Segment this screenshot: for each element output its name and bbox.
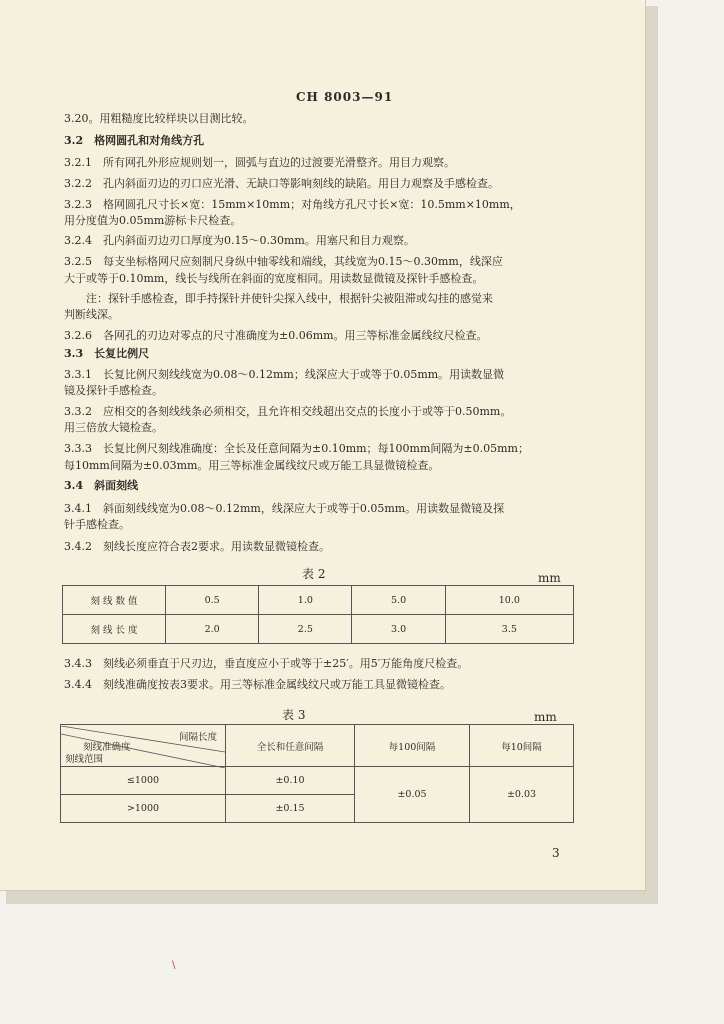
row-label: 刻 线 数 值 xyxy=(63,586,166,615)
text-line: 大于或等于0.10mm，线长与线所在斜面的宽度相同。用读数显微镜及探针手感检查。 xyxy=(64,272,484,285)
text-line: 镜及探针手感检查。 xyxy=(64,384,163,397)
column-header: 每100间隔 xyxy=(355,725,470,767)
table2-caption: 表 2 xyxy=(302,567,326,581)
text-line: 用三倍放大镜检查。 xyxy=(64,421,163,434)
range-cell: ≤1000 xyxy=(61,767,226,795)
text-line: 3.4.3 刻线必须垂直于尺刃边，垂直度应小于或等于±25′。用5′万能角度尺检查。 xyxy=(64,657,469,670)
text-line: 判断线深。 xyxy=(64,308,119,321)
table-cell: ±0.10 xyxy=(226,767,355,795)
text-line: 3.2.1 所有网孔外形应规则划一，圆弧与直边的过渡要光滑整齐。用目力观察。 xyxy=(64,156,455,169)
column-header: 全长和任意间隔 xyxy=(226,725,355,767)
column-header: 每10间隔 xyxy=(470,725,574,767)
text-line: 3.2.6 各网孔的刃边对零点的尺寸准确度为±0.06mm。用三等标准金属线纹尺检查。 xyxy=(64,329,488,342)
note-line: 注：探针手感检查，即手持探针并使针尖探入线中，根据针尖被阻滞或勾挂的感觉来 xyxy=(86,292,493,305)
table-cell: 1.0 xyxy=(259,586,352,615)
standard-header: CH 8003—91 xyxy=(296,90,394,104)
table-cell: 0.5 xyxy=(166,586,259,615)
text-line: 3.2.3 格网圆孔尺寸长×宽：15mm×10mm；对角线方孔尺寸长×宽：10.5mm×10mm， xyxy=(64,198,521,211)
table-cell: ±0.03 xyxy=(470,767,574,823)
text-line: 针手感检查。 xyxy=(64,518,130,531)
table2-unit: mm xyxy=(538,571,561,585)
header-interval-length: 间隔长度 xyxy=(178,731,217,743)
table-cell: ±0.05 xyxy=(355,767,470,823)
text-line: 3.2.2 孔内斜面刃边的刃口应光滑、无缺口等影响刻线的缺陷。用目力观察及手感检查。 xyxy=(64,177,499,190)
table-cell: 10.0 xyxy=(445,586,573,615)
section-heading: 3.3 长复比例尺 xyxy=(64,347,150,360)
text-line: 每10mm间隔为±0.03mm。用三等标准金属线纹尺或万能工具显微镜检查。 xyxy=(64,459,440,472)
table-cell: 3.5 xyxy=(445,615,573,644)
text-line: 用分度值为0.05mm游标卡尺检查。 xyxy=(64,214,242,227)
table-cell: 5.0 xyxy=(352,586,445,615)
table-header-row xyxy=(61,725,574,767)
header-range: 刻线范围 xyxy=(65,753,104,765)
table-row xyxy=(61,767,574,795)
table3-caption: 表 3 xyxy=(282,708,306,722)
table-cell: 3.0 xyxy=(352,615,445,644)
range-cell: >1000 xyxy=(61,795,226,823)
table3-unit: mm xyxy=(534,710,557,724)
table-cell: 2.0 xyxy=(166,615,259,644)
text-line: 3.20。用粗糙度比较样块以目测比较。 xyxy=(64,112,254,125)
table-2 xyxy=(62,585,574,644)
table-row xyxy=(63,586,574,615)
header-accuracy: 刻线准确度 xyxy=(83,741,131,753)
text-line: 3.3.1 长复比例尺刻线线宽为0.08～0.12mm；线深应大于或等于0.05mm。用读数显微 xyxy=(64,368,505,381)
page-number: 3 xyxy=(552,846,560,860)
stray-mark: \ xyxy=(172,960,176,971)
text-line: 3.4.1 斜面刻线线宽为0.08～0.12mm，线深应大于或等于0.05mm。用读数显微镜及探 xyxy=(64,502,505,515)
row-label: 刻 线 长 度 xyxy=(63,615,166,644)
table-cell: 2.5 xyxy=(259,615,352,644)
section-heading: 3.2 格网圆孔和对角线方孔 xyxy=(64,134,205,147)
table-row xyxy=(63,615,574,644)
section-heading: 3.4 斜面刻线 xyxy=(64,479,139,492)
text-line: 3.2.4 孔内斜面刃边刃口厚度为0.15～0.30mm。用塞尺和目力观察。 xyxy=(64,234,415,247)
text-line: 3.2.5 每支坐标格网尺应刻制尺身纵中轴零线和端线，其线宽为0.15～0.30mm，线深应 xyxy=(64,255,503,268)
text-line: 3.3.3 长复比例尺刻线准确度：全长及任意间隔为±0.10mm；每100mm间隔为±0.05mm； xyxy=(64,442,529,455)
text-line: 3.3.2 应相交的各刻线线条必须相交，且允许相交线超出交点的长度小于或等于0.50mm。 xyxy=(64,405,512,418)
table-3 xyxy=(60,724,574,823)
text-line: 3.4.2 刻线长度应符合表2要求。用读数显微镜检查。 xyxy=(64,540,330,553)
table-cell: ±0.15 xyxy=(226,795,355,823)
diagonal-header-cell xyxy=(61,725,226,767)
text-line: 3.4.4 刻线准确度按表3要求。用三等标准金属线纹尺或万能工具显微镜检查。 xyxy=(64,678,451,691)
